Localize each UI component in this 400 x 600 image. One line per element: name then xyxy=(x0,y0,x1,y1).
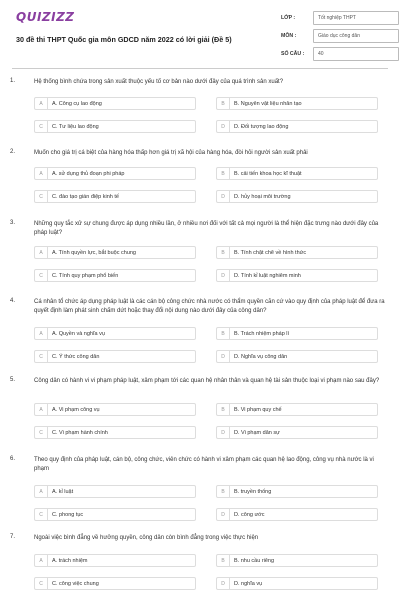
option-text: A. trách nhiệm xyxy=(52,557,88,564)
option-letter: B xyxy=(217,403,230,416)
option-letter: B xyxy=(217,246,230,259)
option-letter: A xyxy=(35,246,48,259)
question-number: 3. xyxy=(10,220,16,226)
option-letter: C xyxy=(35,190,48,203)
option-text: C. Tư liệu lao động xyxy=(52,123,99,130)
option-text: D. công ước xyxy=(234,511,265,518)
option-b[interactable] xyxy=(216,485,378,498)
option-letter: A xyxy=(35,554,48,567)
meta-row-class xyxy=(281,10,399,26)
meta-key: LỚP : xyxy=(281,15,296,21)
question-text: Hệ thống bình chứa trong sản xuất thuộc yếu tố cơ bản nào dưới đây của quá trình sản xuất? xyxy=(34,79,284,85)
option-a[interactable] xyxy=(34,246,196,259)
option-d[interactable] xyxy=(216,350,378,363)
meta-row-subject xyxy=(281,28,399,44)
option-text: D. Tính kỉ luật nghiêm minh xyxy=(234,272,301,279)
question-number: 7. xyxy=(10,534,16,540)
option-text: D. Đối tượng lao động xyxy=(234,123,289,130)
option-c[interactable] xyxy=(34,426,196,439)
question-text: Công dân có hành vi vi phạm pháp luật, xâm phạm tới các quan hệ nhân thân và quan hệ tài sản thuộc loại vi phạm nào sau đây? xyxy=(34,378,380,384)
meta-key: SỐ CÂU : xyxy=(281,51,305,57)
option-text: C. Tính quy phạm phổ biến xyxy=(52,272,119,279)
option-letter: D xyxy=(217,426,230,439)
meta-panel xyxy=(281,10,399,64)
option-letter: A xyxy=(35,97,48,110)
question-number: 1. xyxy=(10,78,16,84)
question-number: 2. xyxy=(10,149,16,155)
option-text: D. Nghĩa vụ công dân xyxy=(234,353,288,360)
meta-value: 40 xyxy=(313,47,399,61)
option-a[interactable] xyxy=(34,167,196,180)
option-letter: B xyxy=(217,327,230,340)
option-d[interactable] xyxy=(216,269,378,282)
option-text: B. Trách nhiệm pháp lí xyxy=(234,330,290,337)
option-letter: C xyxy=(35,577,48,590)
option-d[interactable] xyxy=(216,120,378,133)
option-letter: B xyxy=(217,554,230,567)
option-b[interactable] xyxy=(216,246,378,259)
option-c[interactable] xyxy=(34,350,196,363)
option-letter: A xyxy=(35,485,48,498)
meta-value: Tốt nghiệp THPT xyxy=(313,11,399,25)
meta-row-count xyxy=(281,46,399,62)
option-b[interactable] xyxy=(216,403,378,416)
option-text: D. nghĩa vụ xyxy=(234,580,263,587)
option-a[interactable] xyxy=(34,554,196,567)
option-letter: D xyxy=(217,269,230,282)
question xyxy=(10,220,390,290)
question-number: 4. xyxy=(10,298,16,304)
option-c[interactable] xyxy=(34,120,196,133)
option-d[interactable] xyxy=(216,190,378,203)
question-text: Theo quy định của pháp luật, cán bộ, công chức, viên chức có hành vi xâm phạm các quan hệ lao động, công vụ nhà nước là vi phạm xyxy=(34,457,374,472)
option-text: A. Quyền và nghĩa vụ xyxy=(52,330,105,337)
quizizz-logo: QUIZIZZ xyxy=(16,10,75,24)
question xyxy=(10,149,390,209)
option-letter: D xyxy=(217,577,230,590)
question-text: Ngoài việc bình đẳng về hưởng quyền, công dân còn bình đẳng trong việc thực hiện xyxy=(34,535,259,541)
option-text: B. cải tiến khoa học kĩ thuật xyxy=(234,170,302,177)
option-letter: D xyxy=(217,190,230,203)
option-text: D. hủy hoại môi trường xyxy=(234,193,291,200)
option-letter: D xyxy=(217,508,230,521)
option-text: C. phong tục xyxy=(52,511,84,518)
option-text: C. Vi phạm hành chính xyxy=(52,429,108,436)
option-text: B. Tính chặt chẽ về hình thức xyxy=(234,249,307,256)
option-text: B. Vi phạm quy chế xyxy=(234,406,282,413)
option-letter: C xyxy=(35,120,48,133)
document-title: 30 đề thi THPT Quốc gia môn GDCD năm 2022 có lời giải (Đề 5) xyxy=(16,35,232,44)
option-a[interactable] xyxy=(34,485,196,498)
option-text: A. Vi phạm công vụ xyxy=(52,406,100,413)
question-text: Cá nhân tổ chức áp dụng pháp luật là các cán bộ công chức nhà nước có thẩm quyền căn cứ vào quy định của pháp luật để đưa ra quyết định làm phát sinh chấm dứt hoặc thay đổi nội dung nào dưới đây của công dân? xyxy=(34,299,385,314)
option-d[interactable] xyxy=(216,508,378,521)
meta-value: Giáo dục công dân xyxy=(313,29,399,43)
question xyxy=(10,534,390,596)
option-d[interactable] xyxy=(216,577,378,590)
option-letter: A xyxy=(35,167,48,180)
option-text: C. công việc chung xyxy=(52,580,99,587)
option-letter: A xyxy=(35,403,48,416)
question xyxy=(10,298,390,368)
option-text: A. Công cụ lao động xyxy=(52,100,102,107)
option-a[interactable] xyxy=(34,327,196,340)
option-text: C. Ý thức công dân xyxy=(52,353,100,360)
option-c[interactable] xyxy=(34,577,196,590)
question-text: Muốn cho giá trị cá biệt của hàng hóa thấp hơn giá trị xã hội của hàng hóa, đòi hỏi người sản xuất phải xyxy=(34,150,308,156)
option-b[interactable] xyxy=(216,167,378,180)
option-d[interactable] xyxy=(216,426,378,439)
option-letter: C xyxy=(35,426,48,439)
option-text: A. kỉ luật xyxy=(52,488,74,495)
question-number: 5. xyxy=(10,377,16,383)
option-text: A. sử dụng thủ đoạn phi pháp xyxy=(52,170,125,177)
option-text: C. đào tạo gián điệp kinh tế xyxy=(52,193,119,200)
option-b[interactable] xyxy=(216,327,378,340)
option-letter: D xyxy=(217,120,230,133)
question xyxy=(10,78,390,138)
option-a[interactable] xyxy=(34,403,196,416)
option-letter: B xyxy=(217,97,230,110)
question-number: 6. xyxy=(10,456,16,462)
question-text: Những quy tắc xử sự chung được áp dụng nhiều lần, ở nhiều nơi đối với tất cả mọi người là thể hiện đặc trưng nào dưới đây của pháp luật? xyxy=(34,221,379,236)
question xyxy=(10,377,390,447)
option-letter: B xyxy=(217,485,230,498)
option-text: B. nhu cầu riêng xyxy=(234,557,275,564)
option-text: A. Tính quyền lực, bắt buộc chung xyxy=(52,249,136,256)
question xyxy=(10,456,390,526)
option-letter: C xyxy=(35,350,48,363)
option-text: D. Vi phạm dân sự xyxy=(234,429,280,436)
option-letter: B xyxy=(217,167,230,180)
option-b[interactable] xyxy=(216,554,378,567)
document-header xyxy=(16,10,386,60)
header-divider xyxy=(12,68,388,69)
option-a[interactable] xyxy=(34,97,196,110)
option-letter: A xyxy=(35,327,48,340)
option-text: B. Nguyên vật liệu nhân tạo xyxy=(234,100,302,107)
meta-key: MÔN : xyxy=(281,33,297,39)
option-letter: C xyxy=(35,508,48,521)
option-c[interactable] xyxy=(34,269,196,282)
option-c[interactable] xyxy=(34,190,196,203)
option-letter: C xyxy=(35,269,48,282)
option-letter: D xyxy=(217,350,230,363)
option-text: B. truyền thống xyxy=(234,488,272,495)
option-b[interactable] xyxy=(216,97,378,110)
option-c[interactable] xyxy=(34,508,196,521)
